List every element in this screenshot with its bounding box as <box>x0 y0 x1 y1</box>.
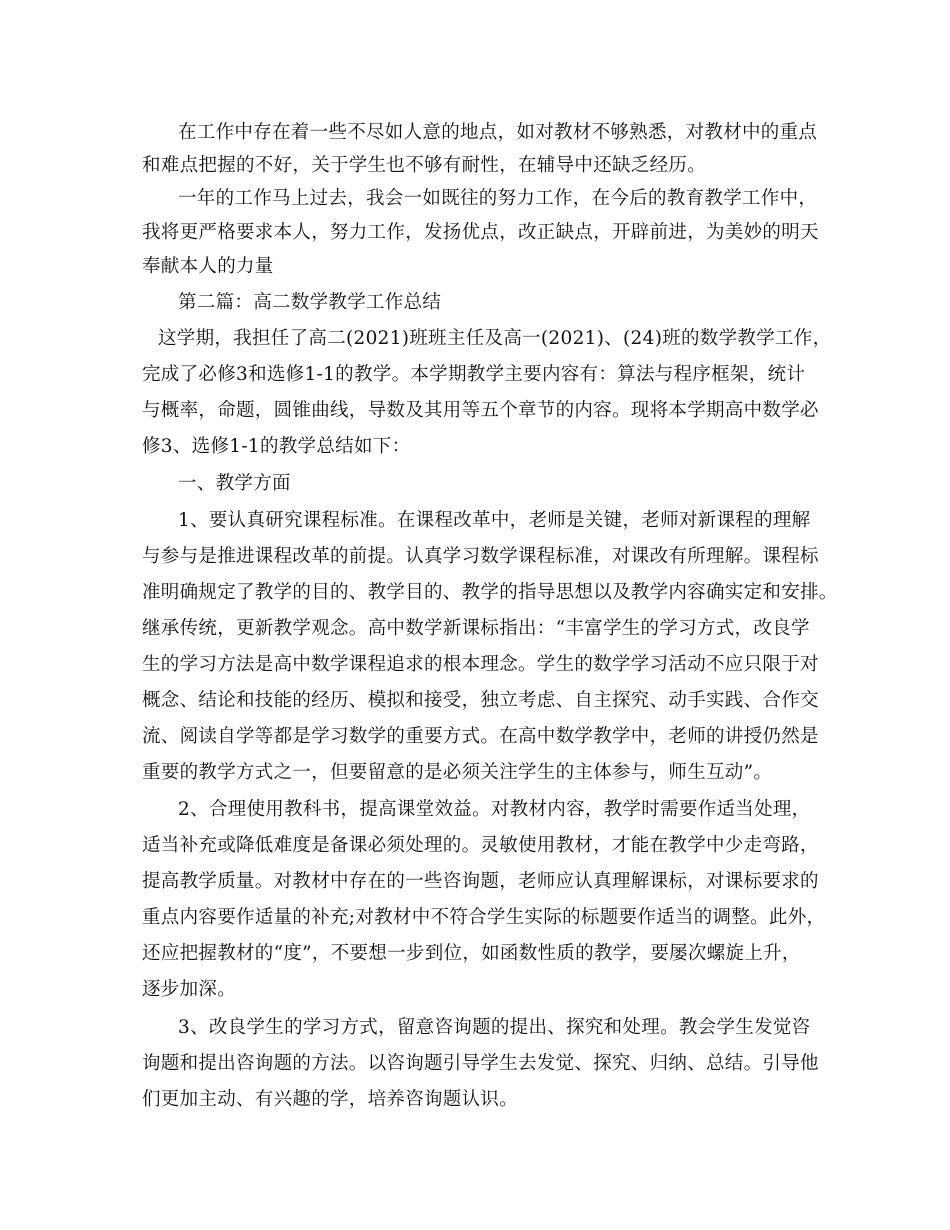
paragraph-line: 生的学习方法是高中数学课程追求的根本理念。学生的数学学习活动不应只限于对 <box>142 654 819 675</box>
paragraph-line: 奉献本人的力量 <box>142 256 274 277</box>
section-title: 第二篇：高二数学教学工作总结 <box>178 292 442 313</box>
paragraph-line: 提高教学质量。对教材中存在的一些咨询题，老师应认真理解课标，对课标要求的 <box>142 871 819 892</box>
paragraph-line: 重要的教学方式之一，但要留意的是必须关注学生的主体参与，师生互动”。 <box>142 762 773 783</box>
paragraph-line: 在工作中存在着一些不尽如人意的地点，如对教材不够熟悉，对教材中的重点 <box>178 122 818 143</box>
paragraph-line: 1、要认真研究课程标准。在课程改革中，老师是关键，老师对新课程的理解 <box>178 510 811 531</box>
paragraph-line: 流、阅读自学等都是学习数学的重要方式。在高中数学教学中，老师的讲授仍然是 <box>142 726 819 747</box>
paragraph-line: 我将更严格要求本人，努力工作，发扬优点，改正缺点，开辟前进，为美妙的明天 <box>142 222 819 243</box>
paragraph-line: 与概率，命题，圆锥曲线，导数及其用等五个章节的内容。现将本学期高中数学必 <box>142 400 819 421</box>
paragraph-line: 与参与是推进课程改革的前提。认真学习数学课程标准，对课改有所理解。课程标 <box>142 546 819 567</box>
paragraph-line: 们更加主动、有兴趣的学，培养咨询题认识。 <box>142 1089 519 1110</box>
paragraph-line: 还应把握教材的“度”，不要想一步到位，如函数性质的教学，要屡次螺旋上升， <box>142 943 801 964</box>
paragraph-line: 继承传统，更新教学观念。高中数学新课标指出：“丰富学生的学习方式，改良学 <box>142 618 810 639</box>
paragraph-line: 询题和提出咨询题的方法。以咨询题引导学生去发觉、探究、归纳、总结。引导他 <box>142 1053 819 1074</box>
paragraph-line: 完成了必修3和选修1-1的教学。本学期教学主要内容有：算法与程序框架，统计 <box>142 364 806 385</box>
paragraph-line: 和难点把握的不好，关于学生也不够有耐性，在辅导中还缺乏经历。 <box>142 155 707 176</box>
paragraph-line: 准明确规定了教学的目的、教学目的、教学的指导思想以及教学内容确实定和安排。 <box>142 582 838 603</box>
paragraph-line: 2、合理使用教科书，提高课堂效益。对教材内容，教学时需要作适当处理， <box>178 799 811 820</box>
paragraph-line: 概念、结论和技能的经历、模拟和接受，独立考虑、自主探究、动手实践、合作交 <box>142 690 819 711</box>
paragraph-line: 重点内容要作适量的补充;对教材中不符合学生实际的标题要作适当的调整。此外， <box>142 907 826 928</box>
section-heading: 一、教学方面 <box>178 473 291 494</box>
paragraph-line: 逐步加深。 <box>142 979 237 1000</box>
paragraph-line: 3、改良学生的学习方式，留意咨询题的提出、探究和处理。教会学生发觉咨 <box>178 1017 811 1038</box>
paragraph-line: 修3、选修1-1的教学总结如下： <box>142 436 411 457</box>
paragraph-line: 一年的工作马上过去，我会一如既往的努力工作，在今后的教育教学工作中， <box>178 188 818 209</box>
paragraph-line: 适当补充或降低难度是备课必须处理的。灵敏使用教材，才能在教学中少走弯路， <box>142 835 819 856</box>
paragraph-line: 这学期，我担任了高二(2021)班班主任及高一(2021)、(24)班的数学教学工作， <box>158 328 832 349</box>
